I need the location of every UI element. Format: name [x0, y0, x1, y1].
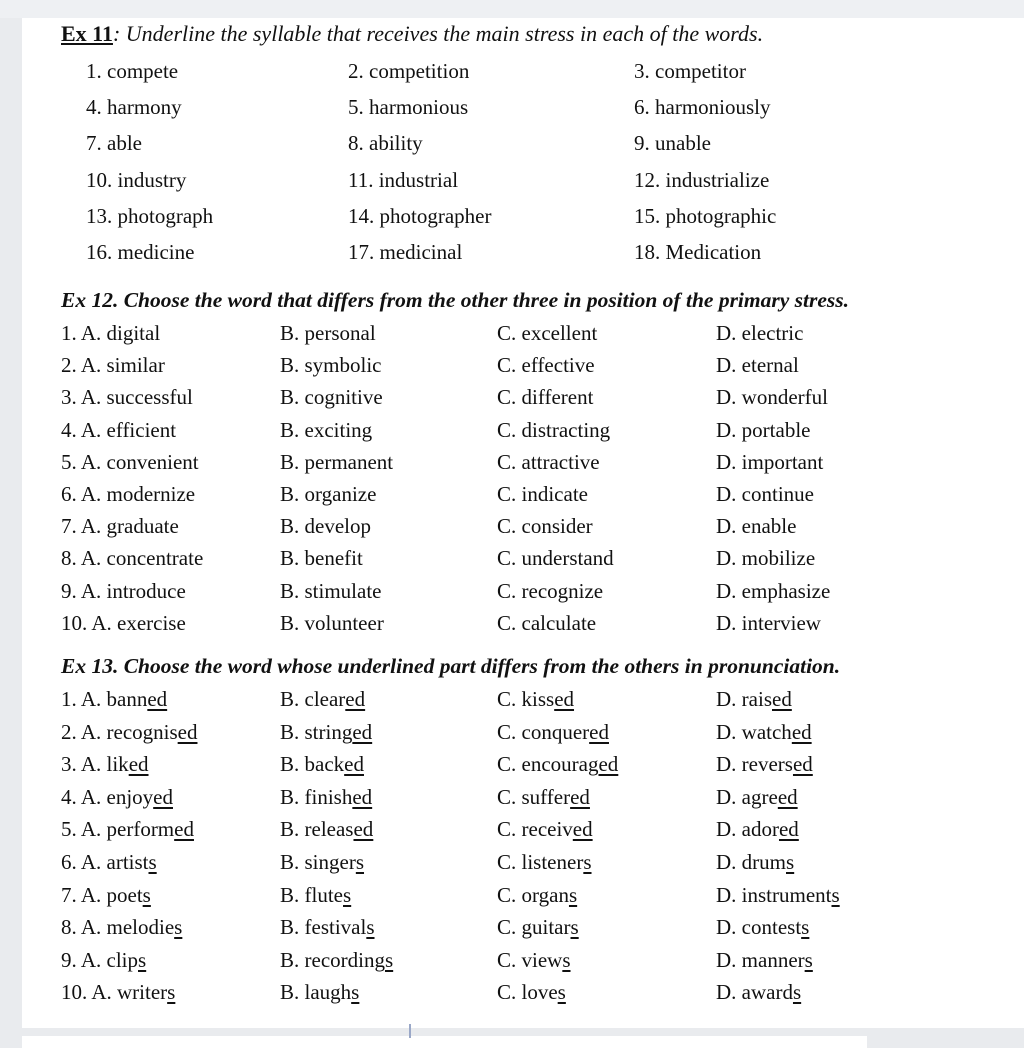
- word-stem: B. finish: [280, 785, 353, 809]
- word-stem: D. manner: [716, 948, 805, 972]
- ex13-option-c: [497, 751, 618, 777]
- ex12-option-d: D. important: [716, 450, 824, 474]
- word-stem: D. award: [716, 980, 793, 1004]
- word-stem: B. flute: [280, 883, 343, 907]
- word-stem: C. encourag: [497, 752, 599, 776]
- underlined-ending: ed: [128, 752, 149, 776]
- underlined-ending: s: [148, 850, 157, 874]
- underlined-ending: s: [804, 948, 813, 972]
- underlined-ending: ed: [353, 817, 374, 841]
- ex12-option-d: D. mobilize: [716, 546, 816, 570]
- word-stem: D. agre: [716, 785, 778, 809]
- ex12-option-d: D. enable: [716, 514, 797, 538]
- ex11-word-item: 4. harmony: [86, 95, 182, 119]
- ex13-option-c: [497, 686, 574, 712]
- ex12-option-a: 1. A. digital: [61, 321, 161, 345]
- ex12-option-a: 3. A. successful: [61, 385, 193, 409]
- ex13-option-c: [497, 947, 571, 973]
- underlined-ending: s: [570, 915, 579, 939]
- word-stem: C. conquer: [497, 720, 590, 744]
- word-stem: B. laugh: [280, 980, 352, 1004]
- ex13-option-d: [716, 882, 840, 908]
- ex11-word-item: 9. unable: [634, 131, 711, 155]
- underlined-ending: ed: [792, 752, 813, 776]
- word-stem: 3. A. lik: [61, 752, 129, 776]
- ex11-word-item: 8. ability: [348, 131, 423, 155]
- ex12-option-b: B. develop: [280, 514, 371, 538]
- word-stem: C. love: [497, 980, 558, 1004]
- underlined-ending: s: [343, 883, 352, 907]
- underlined-ending: ed: [345, 687, 366, 711]
- underlined-ending: s: [351, 980, 360, 1004]
- ex12-option-a: 10. A. exercise: [61, 611, 186, 635]
- ex13-option-a: [61, 882, 151, 908]
- ex11-word-item: 18. Medication: [634, 240, 762, 264]
- ex13-option-a: [61, 849, 157, 875]
- ex13-option-c: [497, 816, 593, 842]
- underlined-ending: s: [792, 980, 802, 1004]
- ex11-word-item: 13. photograph: [86, 204, 214, 228]
- ex13-option-c: [497, 719, 609, 745]
- underlined-ending: ed: [174, 817, 194, 841]
- ex11-word-item: 11. industrial: [348, 168, 459, 192]
- ex12-option-a: 7. A. graduate: [61, 514, 179, 538]
- underlined-ending: s: [366, 915, 375, 939]
- underlined-ending: ed: [570, 785, 590, 809]
- underlined-ending: s: [562, 948, 571, 972]
- ex11-heading: [61, 21, 763, 47]
- ex12-option-c: C. excellent: [497, 321, 598, 345]
- ex13-option-a: [61, 947, 146, 973]
- ex13-option-d: [716, 719, 812, 745]
- ex12-option-c: C. different: [497, 385, 594, 409]
- ex13-option-d: [716, 979, 801, 1005]
- underlined-ending: s: [801, 915, 810, 939]
- underlined-ending: ed: [352, 785, 373, 809]
- underlined-ending: ed: [598, 752, 619, 776]
- ex12-option-b: B. personal: [280, 321, 376, 345]
- ex13-option-b: [280, 947, 393, 973]
- ex11-word-item: 16. medicine: [86, 240, 195, 264]
- word-stem: D. ador: [716, 817, 779, 841]
- underlined-ending: ed: [344, 752, 364, 776]
- ex12-option-d: D. emphasize: [716, 579, 831, 603]
- ex13-option-a: [61, 784, 173, 810]
- word-stem: C. kiss: [497, 687, 555, 711]
- ex11-word-item: 14. photographer: [348, 204, 492, 228]
- next-page-edge: [22, 1036, 867, 1048]
- word-stem: D. drum: [716, 850, 786, 874]
- word-stem: B. clear: [280, 687, 346, 711]
- ex13-option-a: [61, 914, 182, 940]
- underlined-ending: ed: [777, 785, 798, 809]
- ex13-option-d: [716, 914, 809, 940]
- underlined-ending: ed: [791, 720, 812, 744]
- underlined-ending: s: [355, 850, 365, 874]
- ex12-option-a: 2. A. similar: [61, 353, 165, 377]
- underlined-ending: s: [583, 850, 592, 874]
- ex11-word-item: 7. able: [86, 131, 142, 155]
- ex12-option-a: 4. A. efficient: [61, 418, 177, 442]
- underlined-ending: ed: [589, 720, 609, 744]
- underlined-ending: ed: [147, 687, 168, 711]
- ex13-option-a: [61, 979, 175, 1005]
- underlined-ending: ed: [352, 720, 373, 744]
- ex12-option-b: B. stimulate: [280, 579, 382, 603]
- ex12-option-b: B. benefit: [280, 546, 363, 570]
- ex12-option-a: 6. A. modernize: [61, 482, 196, 506]
- ex13-option-b: [280, 784, 372, 810]
- text-cursor: [409, 1024, 411, 1038]
- ex12-heading: Ex 12. Choose the word that differs from the other three in position of the primary stress.: [61, 288, 850, 312]
- word-stem: D. rais: [716, 687, 772, 711]
- underlined-ending: s: [384, 948, 394, 972]
- ex13-option-b: [280, 816, 373, 842]
- ex11-word-item: 5. harmonious: [348, 95, 469, 119]
- ex13-option-b: [280, 882, 351, 908]
- ex12-option-c: C. attractive: [497, 450, 600, 474]
- word-stem: D. revers: [716, 752, 793, 776]
- word-stem: C. receiv: [497, 817, 573, 841]
- ex11-word-item: 10. industry: [86, 168, 187, 192]
- ex12-option-d: D. portable: [716, 418, 811, 442]
- ex12-option-a: 5. A. convenient: [61, 450, 199, 474]
- ex13-option-c: [497, 784, 590, 810]
- word-stem: 7. A. poet: [61, 883, 143, 907]
- ex12-option-d: D. eternal: [716, 353, 799, 377]
- word-stem: 5. A. perform: [61, 817, 175, 841]
- word-stem: 6. A. artist: [61, 850, 149, 874]
- ex12-option-b: B. exciting: [280, 418, 373, 442]
- ex11-word-item: 17. medicinal: [348, 240, 463, 264]
- ex13-option-b: [280, 849, 364, 875]
- word-stem: C. view: [497, 948, 563, 972]
- ex12-option-c: C. understand: [497, 546, 614, 570]
- ex13-option-a: [61, 751, 149, 777]
- ex12-option-b: B. symbolic: [280, 353, 382, 377]
- ex13-option-b: [280, 686, 365, 712]
- underlined-ending: s: [831, 883, 840, 907]
- word-stem: D. contest: [716, 915, 802, 939]
- ex13-option-b: [280, 914, 375, 940]
- ex12-option-d: D. wonderful: [716, 385, 828, 409]
- word-stem: 10. A. writer: [61, 980, 168, 1004]
- ex12-option-b: B. permanent: [280, 450, 394, 474]
- ex13-option-d: [716, 784, 798, 810]
- word-stem: B. back: [280, 752, 345, 776]
- ex12-option-d: D. continue: [716, 482, 814, 506]
- ex11-word-item: 6. harmoniously: [634, 95, 771, 119]
- ex11-word-item: 12. industrialize: [634, 168, 770, 192]
- ex13-option-a: [61, 719, 197, 745]
- ex13-heading: Ex 13. Choose the word whose underlined part differs from the others in pronunciation.: [61, 654, 841, 678]
- ex13-option-d: [716, 947, 813, 973]
- word-stem: 9. A. clip: [61, 948, 138, 972]
- word-stem: D. watch: [716, 720, 792, 744]
- word-stem: 2. A. recognis: [61, 720, 178, 744]
- ex13-option-d: [716, 751, 813, 777]
- ex13-option-a: [61, 686, 167, 712]
- underlined-ending: s: [786, 850, 795, 874]
- word-stem: 4. A. enjoy: [61, 785, 154, 809]
- underlined-ending: s: [568, 883, 578, 907]
- ex12-option-c: C. consider: [497, 514, 593, 538]
- ex12-option-b: B. volunteer: [280, 611, 384, 635]
- ex12-option-d: D. interview: [716, 611, 821, 635]
- underlined-ending: ed: [554, 687, 575, 711]
- underlined-ending: s: [138, 948, 147, 972]
- underlined-ending: s: [142, 883, 151, 907]
- ex11-label: Ex 11: [61, 21, 113, 46]
- ex13-option-d: [716, 849, 794, 875]
- underlined-ending: s: [557, 980, 566, 1004]
- word-stem: B. recording: [280, 948, 385, 972]
- ex13-option-c: [497, 914, 579, 940]
- ex13-option-c: [497, 882, 577, 908]
- ex12-option-c: C. distracting: [497, 418, 611, 442]
- ex13-option-b: [280, 719, 372, 745]
- word-stem: C. organ: [497, 883, 569, 907]
- word-stem: B. festival: [280, 915, 367, 939]
- word-stem: B. singer: [280, 850, 356, 874]
- ex11-word-item: 1. compete: [86, 59, 179, 83]
- ex12-option-c: C. calculate: [497, 611, 597, 635]
- word-stem: 8. A. melodie: [61, 915, 175, 939]
- ex11-word-item: 15. photographic: [634, 204, 777, 228]
- word-stem: C. suffer: [497, 785, 571, 809]
- ex12-option-d: D. electric: [716, 321, 804, 345]
- ex13-option-c: [497, 979, 566, 1005]
- underlined-ending: ed: [177, 720, 198, 744]
- ex13-option-a: [61, 816, 194, 842]
- word-stem: C. listener: [497, 850, 584, 874]
- word-stem: B. releas: [280, 817, 354, 841]
- underlined-ending: s: [167, 980, 176, 1004]
- ex11-word-item: 2. competition: [348, 59, 470, 83]
- ex11-word-item: 3. competitor: [634, 59, 746, 83]
- underlined-ending: s: [174, 915, 183, 939]
- ex13-option-c: [497, 849, 592, 875]
- ex12-option-a: 8. A. concentrate: [61, 546, 204, 570]
- ex12-option-b: B. organize: [280, 482, 377, 506]
- ex11-instruction: : Underline the syllable that receives the main stress in each of the words.: [112, 21, 764, 46]
- underlined-ending: ed: [778, 817, 799, 841]
- word-stem: 1. A. bann: [61, 687, 148, 711]
- underlined-ending: ed: [772, 687, 792, 711]
- ex12-option-c: C. indicate: [497, 482, 588, 506]
- ex12-option-c: C. recognize: [497, 579, 604, 603]
- ex13-option-b: [280, 751, 364, 777]
- ex12-option-c: C. effective: [497, 353, 595, 377]
- word-stem: C. guitar: [497, 915, 571, 939]
- ex13-option-b: [280, 979, 359, 1005]
- ex12-option-b: B. cognitive: [280, 385, 383, 409]
- underlined-ending: ed: [153, 785, 173, 809]
- ex13-option-d: [716, 686, 792, 712]
- viewer-top-strip: [0, 0, 1024, 18]
- ex13-option-d: [716, 816, 799, 842]
- ex12-option-a: 9. A. introduce: [61, 579, 186, 603]
- word-stem: B. string: [280, 720, 353, 744]
- word-stem: D. instrument: [716, 883, 832, 907]
- underlined-ending: ed: [572, 817, 593, 841]
